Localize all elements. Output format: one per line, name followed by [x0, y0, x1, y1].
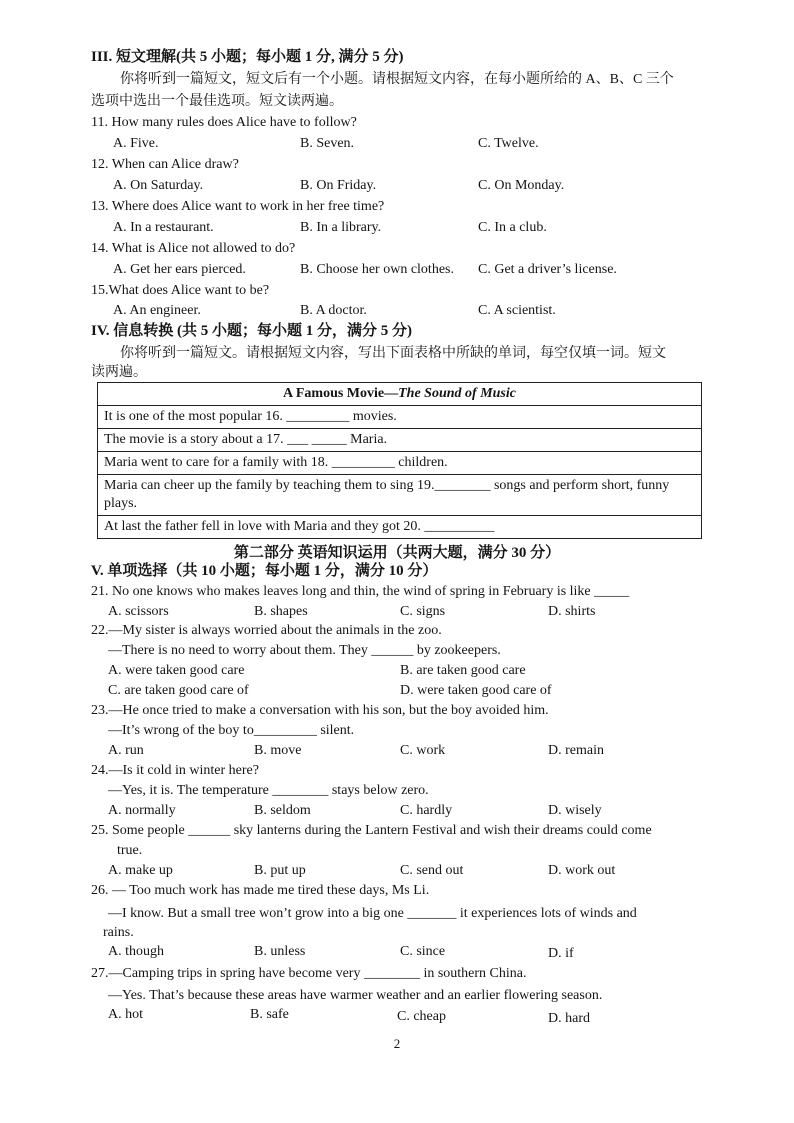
- question-25-stem: 25. Some people ______ sky lanterns during the Lantern Festival and wish their dreams could come: [91, 823, 652, 838]
- question-11-option-c: C. Twelve.: [478, 136, 539, 151]
- question-27-option-a: A. hot: [108, 1007, 143, 1022]
- table-cell-16: It is one of the most popular 16. _________ movies.: [98, 406, 702, 429]
- question-22-stem: 22.—My sister is always worried about the animals in the zoo.: [91, 623, 442, 638]
- part2-heading: 第二部分 英语知识运用（共两大题，满分 30 分）: [233, 545, 561, 561]
- question-21-option-b: B. shapes: [254, 604, 308, 619]
- question-14-stem: 14. What is Alice not allowed to do?: [91, 241, 296, 256]
- section4-instructions-1: 你将听到一篇短文。请根据短文内容，写出下面表格中所缺的单词，每空仅填一词。短文: [120, 346, 666, 361]
- section5-heading: V. 单项选择（共 10 小题；每小题 1 分，满分 10 分）: [91, 563, 438, 579]
- table-row: [98, 406, 702, 429]
- table-title-italic: The Sound of Music: [398, 386, 516, 401]
- question-12-option-c: C. On Monday.: [478, 178, 565, 193]
- question-27-option-b: B. safe: [250, 1007, 289, 1022]
- question-22-option-c: C. are taken good care of: [108, 683, 249, 698]
- question-15-stem: 15.What does Alice want to be?: [91, 283, 270, 298]
- question-14-option-b: B. Choose her own clothes.: [300, 262, 454, 277]
- table-cell-18: Maria went to care for a family with 18. _________ children.: [98, 452, 702, 475]
- question-25-option-c: C. send out: [400, 863, 464, 878]
- question-22-option-b: B. are taken good care: [400, 663, 526, 678]
- question-24-option-a: A. normally: [108, 803, 176, 818]
- section4-instructions-2: 读两遍。: [91, 365, 147, 380]
- question-26-stem-2: —I know. But a small tree won’t grow into a big one _______ it experiences lots of winds and: [108, 906, 637, 921]
- question-23-stem-2: —It’s wrong of the boy to_________ silent.: [108, 723, 355, 738]
- question-23-option-b: B. move: [254, 743, 302, 758]
- question-22-stem-2: —There is no need to worry about them. They ______ by zookeepers.: [108, 643, 501, 658]
- question-21-option-c: C. signs: [400, 604, 446, 619]
- question-26-option-c: C. since: [400, 944, 446, 959]
- table-title: [98, 383, 702, 406]
- table-row: [98, 452, 702, 475]
- question-26-option-a: A. though: [108, 944, 164, 959]
- page-number: 2: [393, 1036, 401, 1051]
- table-row: [98, 475, 702, 516]
- question-21-stem: 21. No one knows who makes leaves long and thin, the wind of spring in February is like _____: [91, 584, 630, 599]
- table-cell-19: Maria can cheer up the family by teaching them to sing 19.________ songs and perform short, funny plays.: [98, 475, 702, 516]
- info-table: [97, 382, 702, 539]
- question-24-option-c: C. hardly: [400, 803, 453, 818]
- question-21-option-a: A. scissors: [108, 604, 169, 619]
- question-25-option-a: A. make up: [108, 863, 173, 878]
- question-11-stem: 11. How many rules does Alice have to follow?: [91, 115, 357, 130]
- table-row: [98, 429, 702, 452]
- question-27-option-d: D. hard: [548, 1011, 590, 1026]
- question-15-option-c: C. A scientist.: [478, 303, 556, 318]
- question-23-option-c: C. work: [400, 743, 446, 758]
- question-13-stem: 13. Where does Alice want to work in her free time?: [91, 199, 385, 214]
- section4-heading: IV. 信息转换 (共 5 小题；每小题 1 分，满分 5 分): [91, 323, 412, 339]
- question-21-option-d: D. shirts: [548, 604, 596, 619]
- table-cell-20: At last the father fell in love with Maria and they got 20. __________: [98, 516, 702, 539]
- question-26-stem: 26. — Too much work has made me tired these days, Ms Li.: [91, 883, 430, 898]
- question-25-stem-2: true.: [117, 843, 143, 858]
- question-26-option-b: B. unless: [254, 944, 306, 959]
- question-25-option-d: D. work out: [548, 863, 616, 878]
- table-title-plain: A Famous Movie—: [283, 386, 399, 401]
- question-14-option-c: C. Get a driver’s license.: [478, 262, 617, 277]
- question-22-option-a: A. were taken good care: [108, 663, 245, 678]
- question-24-stem: 24.—Is it cold in winter here?: [91, 763, 259, 778]
- question-24-stem-2: —Yes, it is. The temperature ________ stays below zero.: [108, 783, 429, 798]
- question-12-option-a: A. On Saturday.: [113, 178, 204, 193]
- question-23-option-d: D. remain: [548, 743, 604, 758]
- question-14-option-a: A. Get her ears pierced.: [113, 262, 246, 277]
- question-12-option-b: B. On Friday.: [300, 178, 377, 193]
- question-24-option-b: B. seldom: [254, 803, 311, 818]
- question-15-option-a: A. An engineer.: [113, 303, 201, 318]
- question-13-option-b: B. In a library.: [300, 220, 382, 235]
- question-26-option-d: D. if: [548, 946, 574, 961]
- question-15-option-b: B. A doctor.: [300, 303, 367, 318]
- question-22-option-d: D. were taken good care of: [400, 683, 552, 698]
- question-26-stem-3: rains.: [103, 925, 134, 940]
- table-row: [98, 516, 702, 539]
- question-13-option-c: C. In a club.: [478, 220, 547, 235]
- question-25-option-b: B. put up: [254, 863, 306, 878]
- section3-instructions-1: 你将听到一篇短文，短文后有一个小题。请根据短文内容，在每小题所给的 A、B、C 三个: [120, 72, 674, 87]
- section3-instructions-2: 选项中选出一个最佳选项。短文读两遍。: [91, 94, 343, 109]
- table-cell-17: The movie is a story about a 17. ___ _____ Maria.: [98, 429, 702, 452]
- question-23-option-a: A. run: [108, 743, 144, 758]
- question-12-stem: 12. When can Alice draw?: [91, 157, 239, 172]
- question-27-stem: 27.—Camping trips in spring have become very ________ in southern China.: [91, 966, 527, 981]
- section3-heading: III. 短文理解(共 5 小题；每小题 1 分, 满分 5 分): [91, 49, 404, 65]
- question-27-option-c: C. cheap: [397, 1009, 446, 1024]
- question-23-stem: 23.—He once tried to make a conversation with his son, but the boy avoided him.: [91, 703, 549, 718]
- question-11-option-a: A. Five.: [113, 136, 159, 151]
- question-13-option-a: A. In a restaurant.: [113, 220, 214, 235]
- question-11-option-b: B. Seven.: [300, 136, 355, 151]
- question-24-option-d: D. wisely: [548, 803, 602, 818]
- question-27-stem-2: —Yes. That’s because these areas have warmer weather and an earlier flowering season.: [108, 988, 603, 1003]
- table-title-row: [98, 383, 702, 406]
